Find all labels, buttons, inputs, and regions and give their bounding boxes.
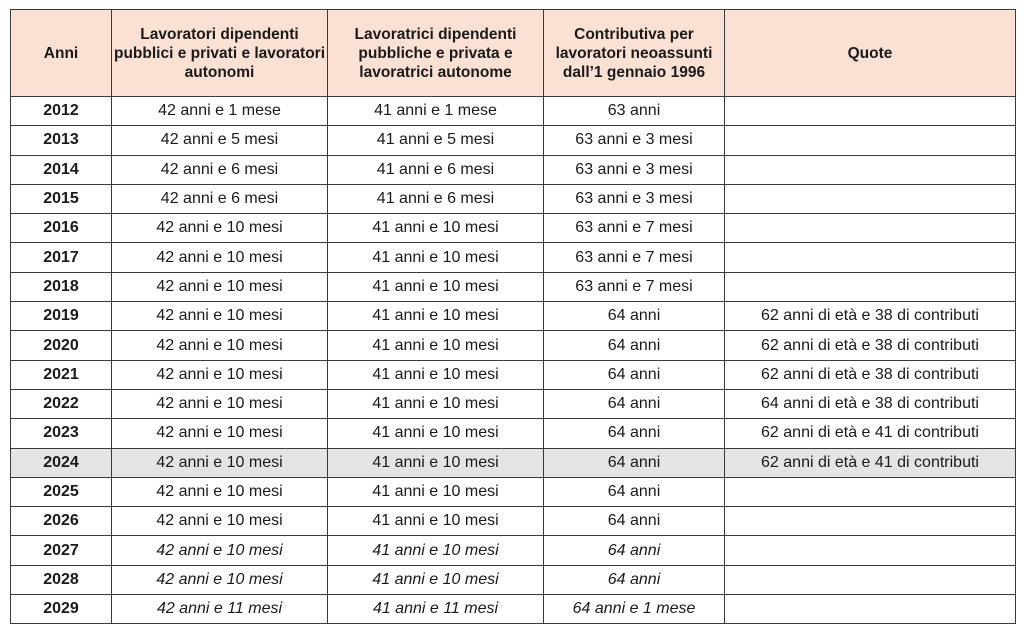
year-cell: 2027 <box>11 536 112 565</box>
dipendenti-f-cell: 41 anni e 10 mesi <box>328 243 544 272</box>
dipendenti-f-cell: 41 anni e 1 mese <box>328 97 544 126</box>
dipendenti-f-cell: 41 anni e 10 mesi <box>328 507 544 536</box>
year-cell: 2018 <box>11 272 112 301</box>
quote-cell: 62 anni di età e 41 di contributi <box>725 419 1016 448</box>
dipendenti-cell: 42 anni e 10 mesi <box>112 448 328 477</box>
table-row <box>11 126 1016 155</box>
year-cell: 2025 <box>11 477 112 506</box>
contributiva-cell: 64 anni <box>544 360 725 389</box>
dipendenti-cell: 42 anni e 10 mesi <box>112 272 328 301</box>
contributiva-cell: 64 anni <box>544 448 725 477</box>
year-cell: 2026 <box>11 507 112 536</box>
contributiva-cell: 64 anni <box>544 302 725 331</box>
contributiva-cell: 63 anni e 7 mesi <box>544 214 725 243</box>
quote-cell <box>725 243 1016 272</box>
header-anni: Anni <box>11 10 112 97</box>
dipendenti-f-cell: 41 anni e 10 mesi <box>328 419 544 448</box>
dipendenti-cell: 42 anni e 5 mesi <box>112 126 328 155</box>
quote-cell <box>725 126 1016 155</box>
year-cell: 2016 <box>11 214 112 243</box>
quote-cell <box>725 565 1016 594</box>
quote-cell: 62 anni di età e 38 di contributi <box>725 302 1016 331</box>
year-cell: 2028 <box>11 565 112 594</box>
dipendenti-f-cell: 41 anni e 10 mesi <box>328 302 544 331</box>
contributiva-cell: 63 anni e 3 mesi <box>544 184 725 213</box>
quote-cell: 62 anni di età e 41 di contributi <box>725 448 1016 477</box>
table-row <box>11 507 1016 536</box>
year-cell: 2024 <box>11 448 112 477</box>
dipendenti-cell: 42 anni e 10 mesi <box>112 214 328 243</box>
dipendenti-f-cell: 41 anni e 10 mesi <box>328 565 544 594</box>
contributiva-cell: 64 anni <box>544 419 725 448</box>
table-header <box>11 10 1016 97</box>
table-row <box>11 565 1016 594</box>
pension-table-container <box>10 9 1016 624</box>
year-cell: 2017 <box>11 243 112 272</box>
table-row <box>11 302 1016 331</box>
dipendenti-f-cell: 41 anni e 10 mesi <box>328 360 544 389</box>
dipendenti-cell: 42 anni e 10 mesi <box>112 389 328 418</box>
contributiva-cell: 64 anni <box>544 477 725 506</box>
dipendenti-f-cell: 41 anni e 10 mesi <box>328 214 544 243</box>
table-row <box>11 595 1016 624</box>
dipendenti-cell: 42 anni e 10 mesi <box>112 565 328 594</box>
contributiva-cell: 64 anni <box>544 536 725 565</box>
dipendenti-cell: 42 anni e 10 mesi <box>112 507 328 536</box>
dipendenti-cell: 42 anni e 10 mesi <box>112 419 328 448</box>
year-cell: 2019 <box>11 302 112 331</box>
table-row <box>11 331 1016 360</box>
quote-cell <box>725 477 1016 506</box>
table-body <box>11 97 1016 624</box>
table-row <box>11 448 1016 477</box>
quote-cell <box>725 507 1016 536</box>
quote-cell <box>725 595 1016 624</box>
dipendenti-f-cell: 41 anni e 10 mesi <box>328 448 544 477</box>
year-cell: 2020 <box>11 331 112 360</box>
table-row <box>11 536 1016 565</box>
table-row <box>11 360 1016 389</box>
year-cell: 2015 <box>11 184 112 213</box>
quote-cell <box>725 214 1016 243</box>
dipendenti-cell: 42 anni e 6 mesi <box>112 155 328 184</box>
contributiva-cell: 64 anni <box>544 565 725 594</box>
dipendenti-f-cell: 41 anni e 5 mesi <box>328 126 544 155</box>
quote-cell: 64 anni di età e 38 di contributi <box>725 389 1016 418</box>
dipendenti-f-cell: 41 anni e 6 mesi <box>328 155 544 184</box>
contributiva-cell: 64 anni <box>544 507 725 536</box>
dipendenti-cell: 42 anni e 11 mesi <box>112 595 328 624</box>
header-row <box>11 10 1016 97</box>
table-row <box>11 155 1016 184</box>
quote-cell: 62 anni di età e 38 di contributi <box>725 360 1016 389</box>
dipendenti-cell: 42 anni e 10 mesi <box>112 477 328 506</box>
header-quote: Quote <box>725 10 1016 97</box>
table-row <box>11 184 1016 213</box>
dipendenti-cell: 42 anni e 10 mesi <box>112 243 328 272</box>
quote-cell <box>725 272 1016 301</box>
year-cell: 2022 <box>11 389 112 418</box>
header-lavoratori-dipendenti: Lavoratori dipendenti pubblici e privati e lavoratori autonomi <box>112 10 328 97</box>
dipendenti-cell: 42 anni e 10 mesi <box>112 302 328 331</box>
dipendenti-f-cell: 41 anni e 10 mesi <box>328 477 544 506</box>
dipendenti-f-cell: 41 anni e 10 mesi <box>328 331 544 360</box>
contributiva-cell: 63 anni e 7 mesi <box>544 272 725 301</box>
header-contributiva: Contributiva per lavoratori neoassunti dall’1 gennaio 1996 <box>544 10 725 97</box>
quote-cell <box>725 536 1016 565</box>
dipendenti-f-cell: 41 anni e 10 mesi <box>328 272 544 301</box>
table-row <box>11 477 1016 506</box>
quote-cell: 62 anni di età e 38 di contributi <box>725 331 1016 360</box>
year-cell: 2014 <box>11 155 112 184</box>
contributiva-cell: 63 anni e 7 mesi <box>544 243 725 272</box>
contributiva-cell: 64 anni <box>544 331 725 360</box>
contributiva-cell: 63 anni e 3 mesi <box>544 126 725 155</box>
quote-cell <box>725 155 1016 184</box>
dipendenti-cell: 42 anni e 6 mesi <box>112 184 328 213</box>
dipendenti-f-cell: 41 anni e 10 mesi <box>328 389 544 418</box>
table-row <box>11 419 1016 448</box>
table-row <box>11 97 1016 126</box>
table-row <box>11 243 1016 272</box>
table-row <box>11 272 1016 301</box>
dipendenti-f-cell: 41 anni e 10 mesi <box>328 536 544 565</box>
year-cell: 2029 <box>11 595 112 624</box>
year-cell: 2021 <box>11 360 112 389</box>
dipendenti-cell: 42 anni e 1 mese <box>112 97 328 126</box>
contributiva-cell: 64 anni <box>544 389 725 418</box>
contributiva-cell: 64 anni e 1 mese <box>544 595 725 624</box>
dipendenti-f-cell: 41 anni e 11 mesi <box>328 595 544 624</box>
table-row <box>11 214 1016 243</box>
quote-cell <box>725 97 1016 126</box>
dipendenti-cell: 42 anni e 10 mesi <box>112 331 328 360</box>
year-cell: 2013 <box>11 126 112 155</box>
dipendenti-cell: 42 anni e 10 mesi <box>112 360 328 389</box>
year-cell: 2012 <box>11 97 112 126</box>
contributiva-cell: 63 anni <box>544 97 725 126</box>
header-lavoratrici-dipendenti: Lavoratrici dipendenti pubbliche e privata e lavoratrici autonome <box>328 10 544 97</box>
dipendenti-f-cell: 41 anni e 6 mesi <box>328 184 544 213</box>
contributiva-cell: 63 anni e 3 mesi <box>544 155 725 184</box>
pension-requirements-table <box>10 9 1016 624</box>
table-row <box>11 389 1016 418</box>
year-cell: 2023 <box>11 419 112 448</box>
quote-cell <box>725 184 1016 213</box>
dipendenti-cell: 42 anni e 10 mesi <box>112 536 328 565</box>
